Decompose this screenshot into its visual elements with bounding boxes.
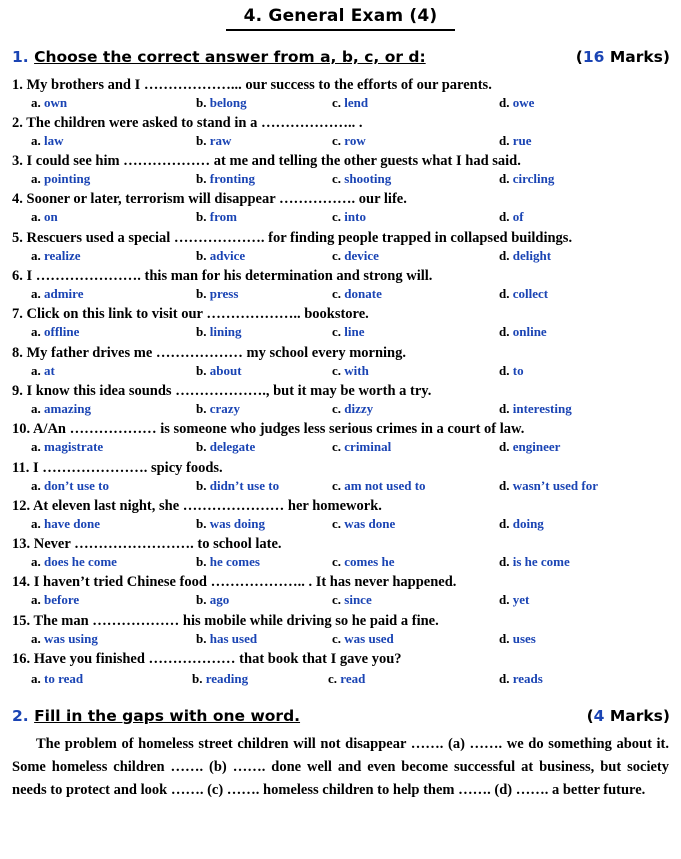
option-a[interactable]: a. at (31, 363, 55, 378)
option-c[interactable]: c. with (332, 363, 369, 378)
question-stem: 11. I …………………. spicy foods. (12, 460, 223, 476)
question-options (12, 438, 672, 456)
section1-marks-number: 16 (582, 48, 605, 66)
option-a[interactable]: a. amazing (31, 401, 91, 416)
question-options (12, 132, 672, 150)
option-a[interactable]: a. to read (31, 671, 84, 686)
option-d[interactable]: d. engineer (499, 439, 561, 454)
option-c[interactable]: c. into (332, 209, 366, 224)
section1-number: 1. (12, 48, 29, 66)
question-options (12, 630, 672, 648)
option-a[interactable]: a. offline (31, 324, 80, 339)
option-b[interactable]: b. advice (196, 248, 246, 263)
option-d[interactable]: d. delight (499, 248, 552, 263)
option-c[interactable]: c. shooting (332, 171, 392, 186)
option-a[interactable]: a. don’t use to (31, 478, 110, 493)
option-a[interactable]: a. magistrate (31, 439, 104, 454)
option-d[interactable]: d. yet (499, 592, 530, 607)
question-5 (12, 229, 672, 265)
option-a[interactable]: a. does he come (31, 554, 117, 569)
question-stem: 3. I could see him ……………… at me and telling the other guests what I had said. (12, 153, 521, 169)
question-options (12, 247, 672, 265)
option-c[interactable]: c. device (332, 248, 379, 263)
option-c[interactable]: c. criminal (332, 439, 392, 454)
section2-instruction: Fill in the gaps with one word. (34, 707, 301, 725)
question-options (12, 591, 672, 609)
question-7 (12, 305, 672, 341)
section1-heading (12, 48, 672, 66)
section1-marks: (16 Marks) (575, 48, 670, 66)
question-options (12, 400, 672, 418)
option-c[interactable]: c. was done (332, 516, 396, 531)
question-stem: 2. The children were asked to stand in a ……………….. . (12, 115, 363, 131)
question-13 (12, 535, 672, 571)
question-9 (12, 382, 672, 418)
question-stem: 9. I know this idea sounds ………………., but it may be worth a try. (12, 383, 432, 399)
question-options (12, 670, 672, 688)
option-b[interactable]: b. belong (196, 95, 247, 110)
question-options (12, 170, 672, 188)
option-d[interactable]: d. rue (499, 133, 532, 148)
option-b[interactable]: b. crazy (196, 401, 241, 416)
option-b[interactable]: b. delegate (196, 439, 256, 454)
option-a[interactable]: a. admire (31, 286, 84, 301)
option-c[interactable]: c. dizzy (332, 401, 374, 416)
option-b[interactable]: b. has used (196, 631, 258, 646)
option-c[interactable]: c. lend (332, 95, 369, 110)
option-b[interactable]: b. fronting (196, 171, 255, 186)
question-options (12, 362, 672, 380)
question-stem: 16. Have you finished ……………… that book that I gave you? (12, 651, 402, 667)
option-d[interactable]: d. owe (499, 95, 535, 110)
page-title: 4. General Exam (4) (226, 6, 456, 31)
section2-heading (12, 707, 672, 725)
option-c[interactable]: c. donate (332, 286, 382, 301)
question-14 (12, 573, 672, 609)
option-d[interactable]: d. circling (499, 171, 555, 186)
question-10 (12, 420, 672, 456)
option-c[interactable]: c. read (328, 671, 366, 686)
question-2 (12, 114, 672, 150)
option-d[interactable]: d. wasn’t used for (499, 478, 598, 493)
option-c[interactable]: c. was used (332, 631, 394, 646)
question-16 (12, 650, 672, 688)
question-stem: 14. I haven’t tried Chinese food ……………….. . It has never happened. (12, 574, 457, 590)
option-d[interactable]: d. to (499, 363, 524, 378)
title-wrap (0, 6, 681, 31)
question-stem: 1. My brothers and I ………………... our success to the efforts of our parents. (12, 77, 492, 93)
option-a[interactable]: a. realize (31, 248, 81, 263)
gap-fill-paragraph: The problem of homeless street children will not disappear ……. (a) ……. we do something about it. Some homeless children ……. (b) ……. done well and even become successful at business, but society needs to protect and look ……. (c) ……. homeless children to help them ……. (d) ……. a better future. (12, 736, 669, 798)
question-stem: 13. Never ……………………. to school late. (12, 536, 282, 552)
option-d[interactable]: d. interesting (499, 401, 572, 416)
option-b[interactable]: b. press (196, 286, 239, 301)
question-stem: 15. The man ……………… his mobile while driving so he paid a fine. (12, 613, 439, 629)
option-a[interactable]: a. was using (31, 631, 98, 646)
question-options (12, 94, 672, 112)
option-d[interactable]: d. is he come (499, 554, 570, 569)
option-b[interactable]: b. didn’t use to (196, 478, 280, 493)
option-a[interactable]: a. have done (31, 516, 100, 531)
question-options (12, 285, 672, 303)
option-c[interactable]: c. row (332, 133, 366, 148)
option-b[interactable]: b. lining (196, 324, 242, 339)
question-options (12, 323, 672, 341)
question-options (12, 515, 672, 533)
option-d[interactable]: d. uses (499, 631, 536, 646)
question-1 (12, 76, 672, 112)
option-d[interactable]: d. online (499, 324, 547, 339)
option-b[interactable]: b. about (196, 363, 242, 378)
question-options (12, 208, 672, 226)
question-6 (12, 267, 672, 303)
question-4 (12, 190, 672, 226)
section2-marks: (4 Marks) (586, 707, 670, 725)
option-a[interactable]: a. on (31, 209, 58, 224)
question-options (12, 477, 672, 495)
section2-marks-number: 4 (593, 707, 605, 725)
option-d[interactable]: d. reads (499, 671, 543, 686)
option-b[interactable]: b. raw (196, 133, 232, 148)
option-c[interactable]: c. comes he (332, 554, 395, 569)
section1-instruction: Choose the correct answer from a, b, c, or d: (34, 48, 426, 66)
option-b[interactable]: b. from (196, 209, 237, 224)
option-b[interactable]: b. ago (196, 592, 230, 607)
option-b[interactable]: b. was doing (196, 516, 266, 531)
question-stem: 4. Sooner or later, terrorism will disappear ……………. our life. (12, 191, 407, 207)
option-a[interactable]: a. before (31, 592, 80, 607)
question-stem: 5. Rescuers used a special ………………. for finding people trapped in collapsed buildings. (12, 230, 573, 246)
option-c[interactable]: c. line (332, 324, 365, 339)
option-d[interactable]: d. doing (499, 516, 544, 531)
question-stem: 8. My father drives me ……………… my school every morning. (12, 345, 406, 361)
option-b[interactable]: b. he comes (196, 554, 260, 569)
option-a[interactable]: a. pointing (31, 171, 91, 186)
question-options (12, 553, 672, 571)
question-stem: 6. I …………………. this man for his determination and strong will. (12, 268, 433, 284)
question-stem: 12. At eleven last night, she ………………… her homework. (12, 498, 382, 514)
option-a[interactable]: a. own (31, 95, 68, 110)
option-c[interactable]: c. since (332, 592, 372, 607)
option-d[interactable]: d. of (499, 209, 524, 224)
question-3 (12, 152, 672, 188)
question-stem: 10. A/An ……………… is someone who judges less serious crimes in a court of law. (12, 421, 525, 437)
question-12 (12, 497, 672, 533)
option-c[interactable]: c. am not used to (332, 478, 426, 493)
option-a[interactable]: a. law (31, 133, 64, 148)
option-b[interactable]: b. reading (192, 671, 249, 686)
question-stem: 7. Click on this link to visit our ……………….. bookstore. (12, 306, 369, 322)
question-15 (12, 612, 672, 648)
section2-number: 2. (12, 707, 29, 725)
question-8 (12, 344, 672, 380)
question-11 (12, 459, 672, 495)
option-d[interactable]: d. collect (499, 286, 549, 301)
